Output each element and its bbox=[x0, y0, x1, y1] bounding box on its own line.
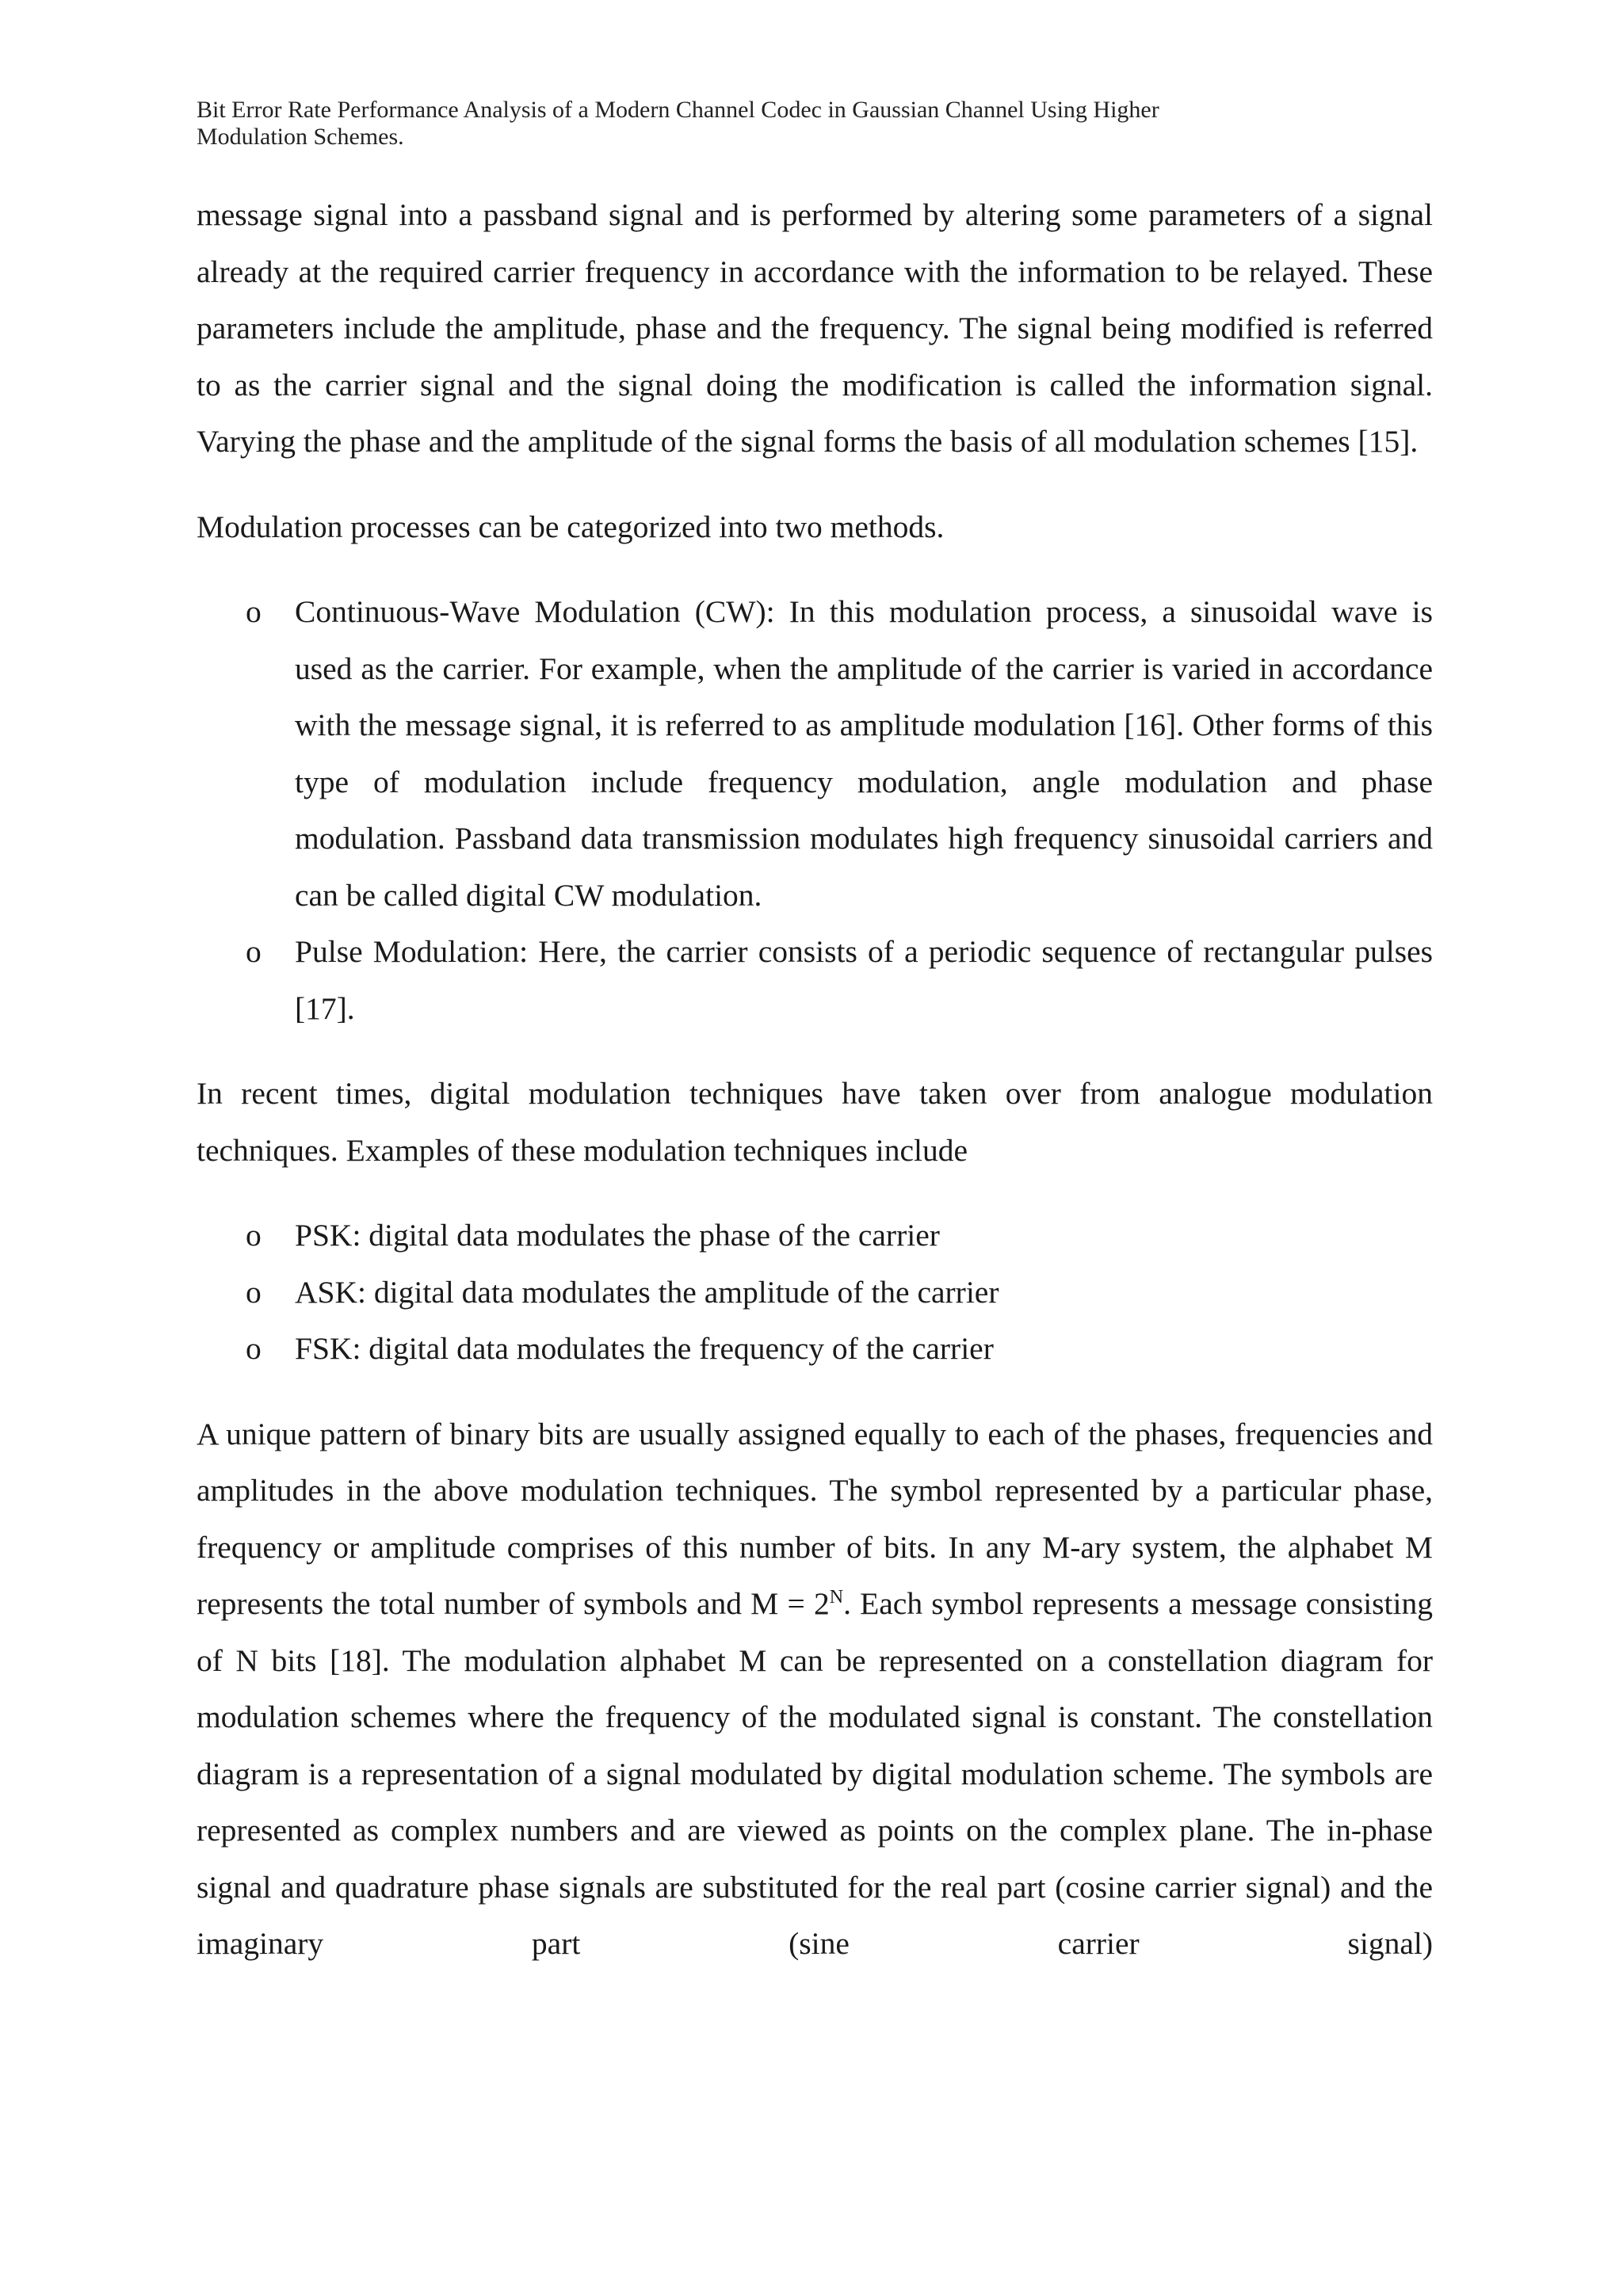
paragraph-4 bbox=[197, 1406, 1433, 1973]
bullet: o bbox=[246, 1331, 262, 1366]
modulation-methods-list bbox=[197, 584, 1433, 1037]
paragraph-1: message signal into a passband signal and is performed by altering some parameters of a signal already at the required carrier frequency in accordance with the information to be relayed. These parameters include the amplitude, phase and the frequency. The signal being modified is referred to as the carrier signal and the signal doing the modification is called the information signal. Varying the phase and the amplitude of the signal forms the basis of all modulation schemes [15]. bbox=[197, 197, 1433, 459]
bullet: o bbox=[246, 1218, 262, 1253]
list-item bbox=[197, 584, 1433, 924]
list-item bbox=[197, 1321, 1433, 1378]
bullet: o bbox=[246, 1274, 262, 1310]
body-text bbox=[197, 187, 1433, 1973]
list-item-text: FSK: digital data modulates the frequency of the carrier bbox=[295, 1331, 994, 1366]
list-item-text: PSK: digital data modulates the phase of the carrier bbox=[295, 1218, 940, 1253]
paragraph-4-part-2: . Each symbol represents a message consisting of N bits [18]. The modulation alphabet M can be represented on a constellation diagram for modulation schemes where the frequency of the modulated signal is constant. The constellation diagram is a representation of a signal modulated by digital modulation scheme. The symbols are represented as complex numbers and are viewed as points on the complex plane. The in-phase signal and quadrature phase signals are substituted for the real part (cosine carrier signal) and the imaginary part (sine carrier signal) bbox=[197, 1586, 1433, 1961]
running-header-line-1: Bit Error Rate Performance Analysis of a Modern Channel Codec in Gaussian Channel Using Higher bbox=[197, 97, 1159, 123]
running-header bbox=[197, 97, 1369, 151]
running-header-line-2: Modulation Schemes. bbox=[197, 124, 404, 150]
digital-modulation-list bbox=[197, 1207, 1433, 1378]
paragraph-3: In recent times, digital modulation techniques have taken over from analogue modulation techniques. Examples of these modulation techniques include bbox=[197, 1076, 1433, 1168]
list-item bbox=[197, 1207, 1433, 1264]
bullet: o bbox=[246, 934, 262, 969]
list-item-text: ASK: digital data modulates the amplitude of the carrier bbox=[295, 1274, 999, 1310]
superscript-n: N bbox=[829, 1586, 844, 1608]
paragraph-4-part-1: A unique pattern of binary bits are usually assigned equally to each of the phases, frequencies and amplitudes in the above modulation techniques. The symbol represented by a particular phase, frequency or amplitude comprises of this number of bits. In any M-ary system, the alphabet M represents the total number of symbols and M = 2 bbox=[197, 1416, 1433, 1621]
paragraph-2: Modulation processes can be categorized into two methods. bbox=[197, 509, 945, 544]
list-item bbox=[197, 1264, 1433, 1322]
list-item bbox=[197, 924, 1433, 1037]
list-item-text: Continuous-Wave Modulation (CW): In this modulation process, a sinusoidal wave is used as the carrier. For example, when the amplitude of the carrier is varied in accordance with the message signal, it is referred to as amplitude modulation [16]. Other forms of this type of modulation include frequency modulation, angle modulation and phase modulation. Passband data transmission modulates high frequency sinusoidal carriers and can be called digital CW modulation. bbox=[295, 594, 1433, 913]
list-item-text: Pulse Modulation: Here, the carrier consists of a periodic sequence of rectangular pulses [17]. bbox=[295, 934, 1433, 1026]
bullet: o bbox=[246, 594, 262, 629]
